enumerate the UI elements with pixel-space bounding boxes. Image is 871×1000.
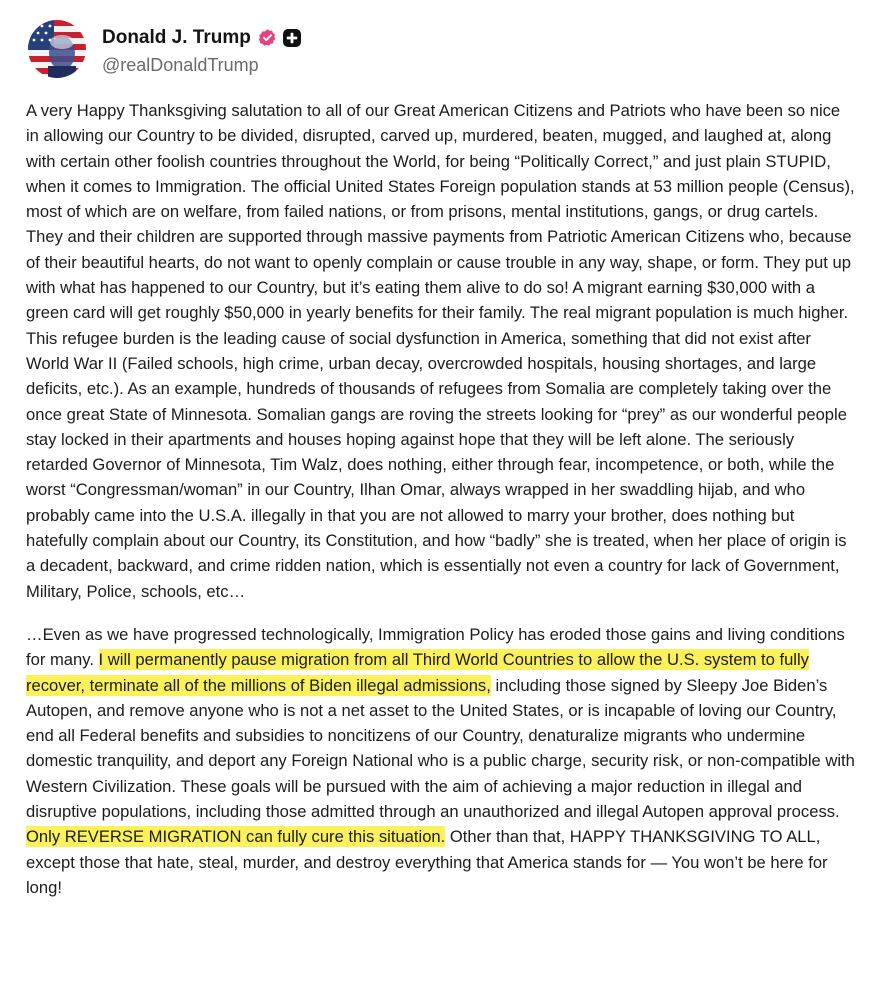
highlighted-text: Only REVERSE MIGRATION can fully cure this situation. <box>26 827 446 847</box>
avatar[interactable] <box>28 20 86 78</box>
verified-badge-icon <box>258 28 277 47</box>
flag-portrait-avatar-icon <box>28 20 86 78</box>
name-row <box>102 23 301 53</box>
user-handle[interactable]: @realDonaldTrump <box>102 54 259 75</box>
post-body <box>26 98 856 900</box>
plus-badge-icon <box>283 29 301 47</box>
paragraph-2-text: …Even as we have progressed technologically, Immigration Policy has eroded those gains and living conditions for many. <box>26 624 845 670</box>
highlighted-text: I will permanently pause migration from all Third World Countries to allow the U.S. system to fully recover, terminate all of the millions of Biden illegal admissions, <box>26 650 809 695</box>
post-header <box>28 18 301 80</box>
paragraph-2-text: Other than that, HAPPY THANKSGIVING TO ALL, except those that hate, steal, murder, and destroy everything that America stands for — You won’t be here for long! <box>26 827 828 897</box>
post-paragraph-2 <box>26 622 856 900</box>
paragraph-2-text: including those signed by Sleepy Joe Biden’s Autopen, and remove anyone who is not a net asset to the United States, or is incapable of loving our Country, end all Federal benefits and subsidies to noncitizens of our Country, denaturalize migrants who undermine domestic tranquility, and deport any Foreign National who is a public charge, security risk, or non-compatible with Western Civilization. These goals will be pursued with the aim of achieving a major reduction in illegal and disruptive populations, including those admitted through an unauthorized and illegal Autopen approval process. <box>26 675 855 822</box>
display-name[interactable]: Donald J. Trump <box>102 26 251 48</box>
author-names <box>102 23 301 76</box>
post-paragraph-1: A very Happy Thanksgiving salutation to all of our Great American Citizens and Patriots who have been so nice in allowing our Country to be divided, disrupted, carved up, murdered, beaten, mugged, and laughed at, along with certain other foolish countries throughout the World, for being “Politically Correct,” and just plain STUPID, when it comes to Immigration. The official United States Foreign population stands at 53 million people (Census), most of which are on welfare, from failed nations, or from prisons, mental institutions, gangs, or drug cartels. They and their children are supported through massive payments from Patriotic American Citizens who, because of their beautiful hearts, do not want to openly complain or cause trouble in any way, shape, or form. They put up with what has happened to our Country, but it’s eating them alive to do so! A migrant earning $30,000 with a green card will get roughly $50,000 in yearly benefits for their family. The real migrant population is much higher. This refugee burden is the leading cause of social dysfunction in America, something that did not exist after World War II (Failed schools, high crime, urban decay, overcrowded hospitals, housing shortages, and large deficits, etc.). As an example, hundreds of thousands of refugees from Somalia are completely taking over the once great State of Minnesota. Somalian gangs are roving the streets looking for “prey” as our wonderful people stay locked in their apartments and houses hoping against hope that they will be left alone. The seriously retarded Governor of Minnesota, Tim Walz, does nothing, either through fear, incompetence, or both, while the worst “Congressman/woman” in our Country, Ilhan Omar, always wrapped in her swaddling hijab, and who probably came into the U.S.A. illegally in that you are not allowed to marry your brother, does nothing but hatefully complain about our Country, its Constitution, and how “badly” she is treated, when her place of origin is a decadent, backward, and crime ridden nation, which is essentially not even a country for lack of Government, Military, Police, schools, etc… <box>26 101 855 601</box>
